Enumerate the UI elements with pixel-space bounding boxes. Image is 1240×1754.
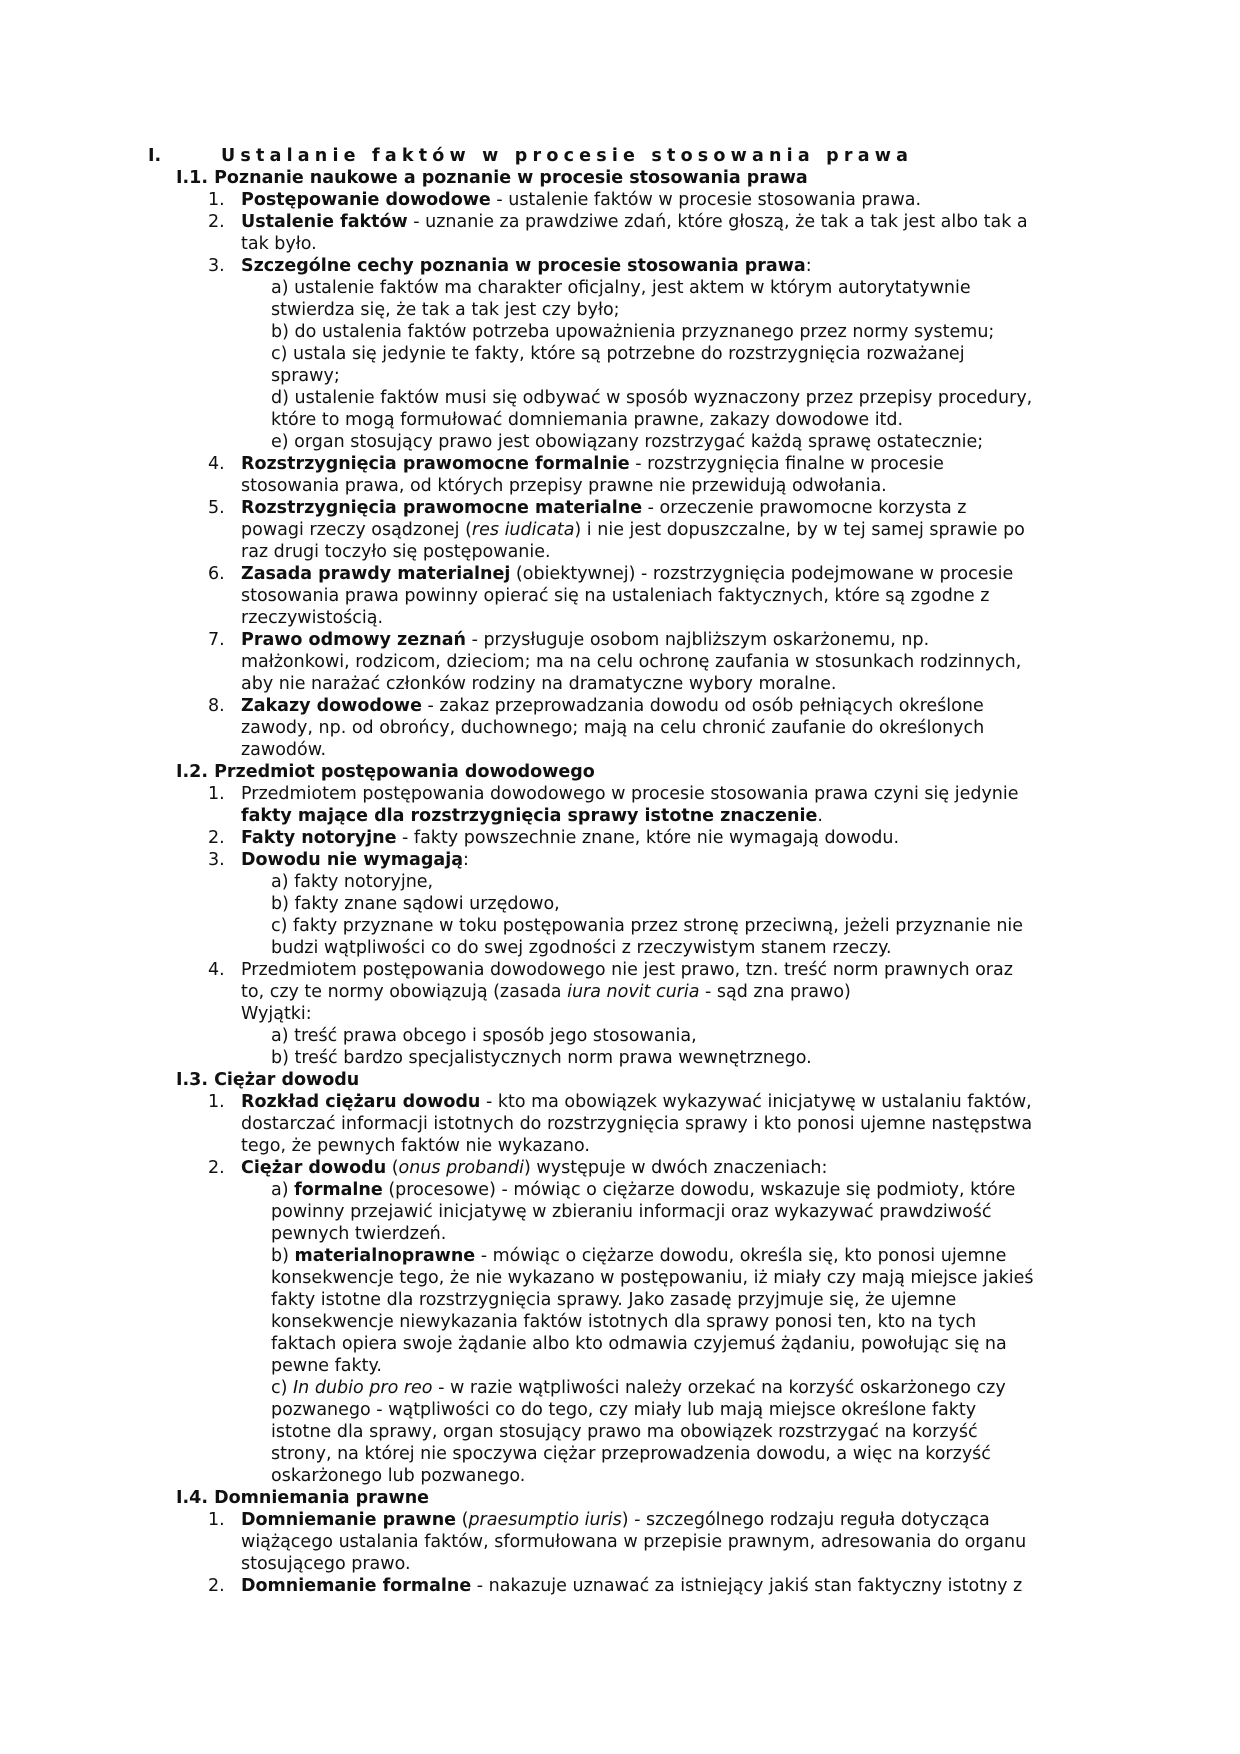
- list-item-line: stosowania prawa, od których przepisy prawne nie przewidują odwołania.: [241, 476, 887, 496]
- list-number: 4.: [208, 454, 225, 474]
- list-item-line: rzeczywistością.: [241, 608, 384, 628]
- section-heading: I.1. Poznanie naukowe a poznanie w procesie stosowania prawa: [176, 168, 808, 188]
- sub-item-line: pozwanego - wątpliwości co do tego, czy miały lub mają miejsce określone fakty: [271, 1400, 977, 1420]
- list-number: 3.: [208, 256, 225, 276]
- sub-item: a) fakty notoryjne,: [271, 872, 434, 892]
- section-heading: I.3. Ciężar dowodu: [176, 1070, 360, 1090]
- sub-item: a) formalne (procesowe) - mówiąc o ciężarze dowodu, wskazuje się podmioty, które: [271, 1180, 1016, 1200]
- sub-item-line: powinny przejawić inicjatywę w zbieraniu informacji oraz wykazywać prawdziwość: [271, 1202, 992, 1222]
- list-item-line: stosującego prawo.: [241, 1554, 411, 1574]
- list-item-line: tego, że pewnych faktów nie wykazano.: [241, 1136, 590, 1156]
- list-item: Rozstrzygnięcia prawomocne formalnie - rozstrzygnięcia finalne w procesie: [241, 454, 944, 474]
- sub-item: c) fakty przyznane w toku postępowania przez stronę przeciwną, jeżeli przyznanie nie: [271, 916, 1024, 936]
- chapter-title: Ustalanie faktów w procesie stosowania prawa: [221, 146, 914, 166]
- section-heading: I.2. Przedmiot postępowania dowodowego: [176, 762, 595, 782]
- chapter-number: I.: [148, 146, 162, 166]
- sub-item-line: pewne fakty.: [271, 1356, 382, 1376]
- list-item: Zasada prawdy materialnej (obiektywnej) - rozstrzygnięcia podejmowane w procesie: [241, 564, 1014, 584]
- list-number: 6.: [208, 564, 225, 584]
- list-number: 1.: [208, 190, 225, 210]
- sub-item: c) In dubio pro reo - w razie wątpliwości należy orzekać na korzyść oskarżonego czy: [271, 1378, 1006, 1398]
- sub-item: c) ustala się jedynie te fakty, które są potrzebne do rozstrzygnięcia rozważanej: [271, 344, 965, 364]
- list-item: Ciężar dowodu (onus probandi) występuje w dwóch znaczeniach:: [241, 1158, 828, 1178]
- list-number: 2.: [208, 1158, 225, 1178]
- list-item: Przedmiotem postępowania dowodowego w procesie stosowania prawa czyni się jedynie: [241, 784, 1019, 804]
- sub-item: a) treść prawa obcego i sposób jego stosowania,: [271, 1026, 697, 1046]
- list-number: 8.: [208, 696, 225, 716]
- sub-item-line: strony, na której nie spoczywa ciężar przeprowadzenia dowodu, a więc na korzyść: [271, 1444, 991, 1464]
- list-item: Rozkład ciężaru dowodu - kto ma obowiązek wykazywać inicjatywę w ustalaniu faktów,: [241, 1092, 1032, 1112]
- list-number: 5.: [208, 498, 225, 518]
- sub-item-line: budzi wątpliwości co do swej zgodności z rzeczywistym stanem rzeczy.: [271, 938, 892, 958]
- section-heading: I.4. Domniemania prawne: [176, 1488, 430, 1508]
- sub-item-line: stwierdza się, że tak a tak jest czy było;: [271, 300, 620, 320]
- sub-item-line: sprawy;: [271, 366, 340, 386]
- list-number: 4.: [208, 960, 225, 980]
- list-item-line: zawodów.: [241, 740, 327, 760]
- list-item: Przedmiotem postępowania dowodowego nie jest prawo, tzn. treść norm prawnych oraz: [241, 960, 1013, 980]
- sub-item-line: konsekwencje niewykazania faktów istotnych dla sprawy ponosi ten, kto na tych: [271, 1312, 977, 1332]
- sub-item-line: faktach opiera swoje żądanie albo kto odmawia czyjemuś żądaniu, powołując się na: [271, 1334, 1007, 1354]
- list-number: 2.: [208, 828, 225, 848]
- list-item-line: fakty mające dla rozstrzygnięcia sprawy istotne znaczenie.: [241, 806, 823, 826]
- sub-item: b) fakty znane sądowi urzędowo,: [271, 894, 560, 914]
- sub-item: b) treść bardzo specjalistycznych norm prawa wewnętrznego.: [271, 1048, 812, 1068]
- list-item-line: stosowania prawa powinny opierać się na ustaleniach faktycznych, które są zgodne z: [241, 586, 990, 606]
- list-item-line: Wyjątki:: [241, 1004, 312, 1024]
- list-item: Dowodu nie wymagają:: [241, 850, 469, 870]
- list-item-line: tak było.: [241, 234, 317, 254]
- list-item-line: raz drugi toczyło się postępowanie.: [241, 542, 551, 562]
- list-item-line: aby nie narażać członków rodziny na dramatyczne wybory moralne.: [241, 674, 837, 694]
- list-item: Zakazy dowodowe - zakaz przeprowadzania dowodu od osób pełniących określone: [241, 696, 984, 716]
- list-item-line: wiążącego ustalania faktów, sformułowana w przepisie prawnym, adresowania do organu: [241, 1532, 1027, 1552]
- sub-item-line: pewnych twierdzeń.: [271, 1224, 447, 1244]
- sub-item: d) ustalenie faktów musi się odbywać w sposób wyznaczony przez przepisy procedury,: [271, 388, 1033, 408]
- list-item: Domniemanie prawne (praesumptio iuris) - szczególnego rodzaju reguła dotycząca: [241, 1510, 990, 1530]
- list-item-line: zawody, np. od obrońcy, duchownego; mają na celu chronić zaufanie do określonych: [241, 718, 985, 738]
- list-item: Rozstrzygnięcia prawomocne materialne - orzeczenie prawomocne korzysta z: [241, 498, 967, 518]
- list-item-line: to, czy te normy obowiązują (zasada iura novit curia - sąd zna prawo): [241, 982, 851, 1002]
- list-item: Prawo odmowy zeznań - przysługuje osobom najbliższym oskarżonemu, np.: [241, 630, 930, 650]
- list-item-line: dostarczać informacji istotnych do rozstrzygnięcia sprawy i kto ponosi ujemne następstwa: [241, 1114, 1033, 1134]
- list-item: Domniemanie formalne - nakazuje uznawać za istniejący jakiś stan faktyczny istotny z: [241, 1576, 1023, 1596]
- sub-item-line: konsekwencje tego, że nie wykazano w postępowaniu, iż miały czy mają miejsce jakieś: [271, 1268, 1034, 1288]
- list-item-line: małżonkowi, rodzicom, dzieciom; ma na celu ochronę zaufania w stosunkach rodzinnych,: [241, 652, 1022, 672]
- list-number: 1.: [208, 1092, 225, 1112]
- sub-item-line: które to mogą formułować domniemania prawne, zakazy dowodowe itd.: [271, 410, 904, 430]
- list-item: Szczególne cechy poznania w procesie stosowania prawa:: [241, 256, 812, 276]
- list-item: Fakty notoryjne - fakty powszechnie znane, które nie wymagają dowodu.: [241, 828, 900, 848]
- sub-item: e) organ stosujący prawo jest obowiązany rozstrzygać każdą sprawę ostatecznie;: [271, 432, 984, 452]
- sub-item-line: istotne dla sprawy, organ stosujący prawo ma obowiązek rozstrzygać na korzyść: [271, 1422, 978, 1442]
- list-number: 3.: [208, 850, 225, 870]
- list-item: Postępowanie dowodowe - ustalenie faktów w procesie stosowania prawa.: [241, 190, 922, 210]
- sub-item-line: oskarżonego lub pozwanego.: [271, 1466, 526, 1486]
- list-number: 1.: [208, 784, 225, 804]
- list-item: Ustalenie faktów - uznanie za prawdziwe zdań, które głoszą, że tak a tak jest albo tak a: [241, 212, 1028, 232]
- sub-item-line: fakty istotne dla rozstrzygnięcia sprawy. Jako zasadę przyjmuje się, że ujemne: [271, 1290, 957, 1310]
- list-number: 7.: [208, 630, 225, 650]
- list-number: 1.: [208, 1510, 225, 1530]
- list-number: 2.: [208, 212, 225, 232]
- sub-item: b) materialnoprawne - mówiąc o ciężarze dowodu, określa się, kto ponosi ujemne: [271, 1246, 1007, 1266]
- sub-item: b) do ustalenia faktów potrzeba upoważnienia przyznanego przez normy systemu;: [271, 322, 995, 342]
- sub-item: a) ustalenie faktów ma charakter oficjalny, jest aktem w którym autorytatywnie: [271, 278, 971, 298]
- list-item-line: powagi rzeczy osądzonej (res iudicata) i nie jest dopuszczalne, by w tej samej sprawie po: [241, 520, 1025, 540]
- list-number: 2.: [208, 1576, 225, 1596]
